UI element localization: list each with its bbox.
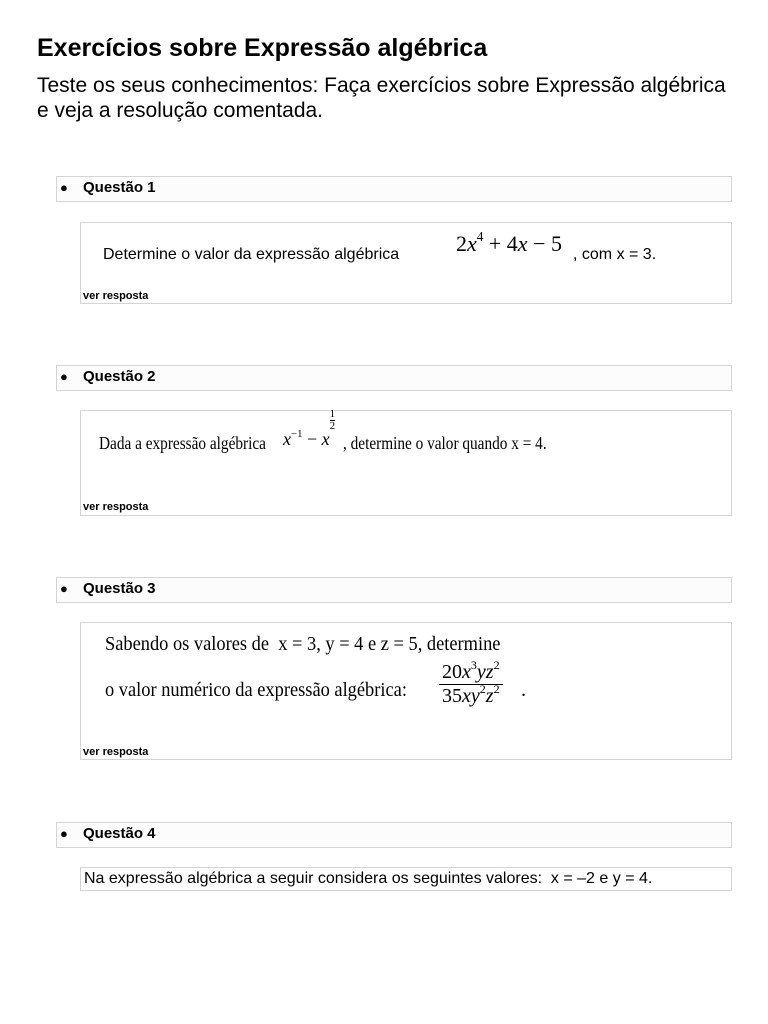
question-3-answer-link[interactable]: ver resposta: [83, 746, 149, 758]
question-3-line2: o valor numérico da expressão algébrica:: [105, 679, 407, 701]
bullet-icon: ●: [60, 826, 68, 841]
question-1-answer-link[interactable]: ver resposta: [83, 290, 149, 302]
question-4-label: Questão 4: [83, 825, 156, 842]
question-2-text-end: , determine o valor quando x = 4.: [343, 433, 547, 453]
question-3-formula: $\frac{20x^3yz^2}{35xy^2z^2}$: [439, 661, 503, 708]
question-3-header[interactable]: [56, 577, 732, 603]
question-2-body: [80, 410, 732, 516]
question-1-label: Questão 1: [83, 179, 156, 196]
question-4-header[interactable]: [56, 822, 732, 848]
question-1-header[interactable]: [56, 176, 732, 202]
question-2-answer-link[interactable]: ver resposta: [83, 501, 149, 513]
question-1-body: [80, 222, 732, 304]
bullet-icon: ●: [60, 581, 68, 596]
question-3-body: [80, 622, 732, 760]
bullet-icon: ●: [60, 180, 68, 195]
question-2-text: Dada a expressão algébrica: [99, 433, 266, 453]
question-1-text-end: , com x = 3.: [573, 246, 657, 263]
question-2-label: Questão 2: [83, 368, 156, 385]
page-title: Exercícios sobre Expressão algébrica: [37, 34, 488, 62]
question-1-formula: $2x^4 + 4x - 5$: [456, 229, 562, 256]
question-3-line2-end: .: [521, 679, 526, 701]
question-3-line1: Sabendo os valores de x = 3, y = 4 e z = 5, determine: [105, 633, 501, 655]
question-4-text: Na expressão algébrica a seguir considera os seguintes valores: x = –2 e y = 4.: [84, 870, 653, 887]
question-1-text: Determine o valor da expressão algébrica: [103, 246, 400, 263]
page-subtitle: Teste os seus conhecimentos: Faça exercícios sobre Expressão algébrica e veja a resolução comentada.: [37, 74, 726, 122]
question-4-body: [80, 867, 732, 891]
question-2-header[interactable]: [56, 365, 732, 391]
bullet-icon: ●: [60, 369, 68, 384]
question-2-formula: $x^{-1} - x$ $\frac{1}{2}$: [283, 408, 336, 449]
question-3-label: Questão 3: [83, 580, 156, 597]
